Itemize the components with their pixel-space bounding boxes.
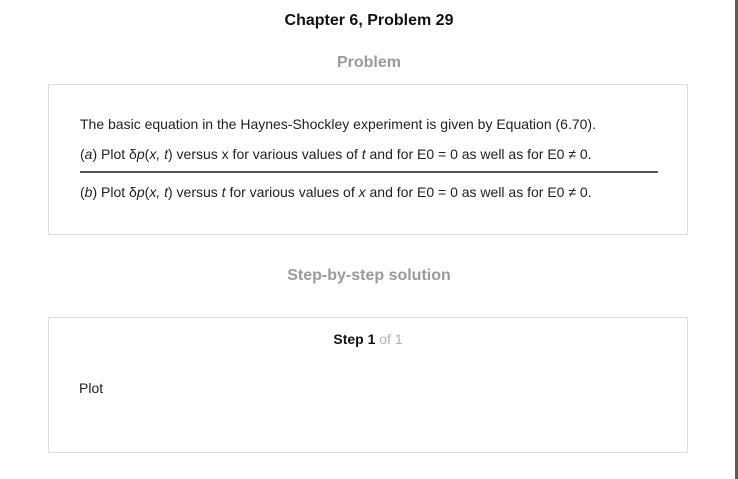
problem-card	[48, 84, 688, 235]
part-b-text-2: (	[144, 184, 150, 200]
step-total: of 1	[375, 331, 403, 347]
part-a-text-4: and for E0 = 0 as well as for E0 ≠ 0.	[365, 146, 592, 162]
part-a-text-2: (	[144, 146, 150, 162]
step-number: Step 1	[333, 331, 376, 347]
part-a-text-3: ) versus x for various values of	[167, 146, 362, 162]
part-b-text-3: ) versus	[167, 184, 222, 200]
part-b-open-paren: (	[80, 184, 85, 200]
part-b-var-xt: x, t	[149, 184, 168, 200]
problem-intro: The basic equation in the Haynes-Shockley experiment is given by Equation (6.70).	[80, 116, 596, 132]
part-b-text-5: and for E0 = 0 as well as for E0 ≠ 0.	[365, 184, 592, 200]
part-b-var-t: t	[221, 184, 226, 200]
part-b-var-x: x	[358, 184, 366, 200]
part-a-text-1: Plot δ	[97, 146, 137, 162]
part-a-var-p: p	[136, 146, 145, 162]
part-b-label: b	[84, 184, 93, 200]
part-b-text-4: for various values of	[225, 184, 359, 200]
step-indicator	[49, 331, 687, 347]
part-a-close-paren: )	[92, 146, 98, 162]
part-b-close-paren: )	[92, 184, 98, 200]
part-b-text-1: Plot δ	[97, 184, 137, 200]
problem-part-b	[80, 184, 592, 200]
problem-heading: Problem	[336, 54, 401, 71]
chapter-title: Chapter 6, Problem 29	[284, 12, 454, 29]
part-a-label: a	[84, 146, 93, 162]
step-body: Plot	[79, 380, 104, 396]
part-b-var-p: p	[136, 184, 145, 200]
part-a-var-t: t	[361, 146, 366, 162]
part-a-var-xt: x, t	[149, 146, 168, 162]
part-a-open-paren: (	[80, 146, 85, 162]
step-card	[48, 317, 688, 453]
solution-heading: Step-by-step solution	[287, 267, 451, 284]
problem-part-a	[80, 146, 592, 162]
divider	[80, 171, 658, 173]
